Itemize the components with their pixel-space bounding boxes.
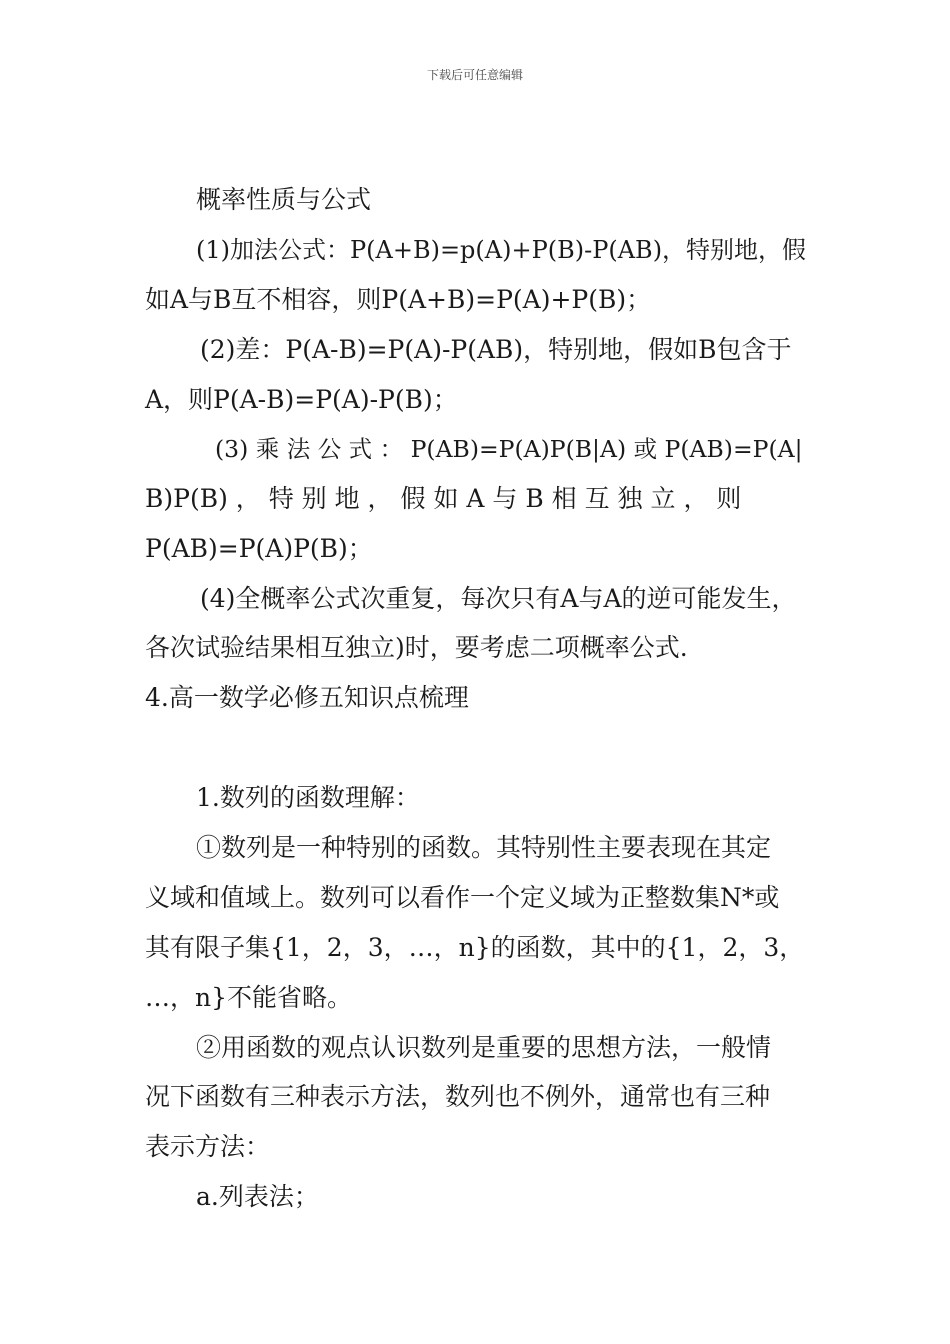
para-b-line-1: ②用函数的观点认识数列是重要的思想方法，一般情 [196,1033,772,1062]
formula-3-line-2: B)P(B) ， 特 别 地 ， 假 如 A 与 B 相 互 独 立 ， 则 [145,484,742,513]
formula-4-line-2: 各次试验结果相互独立)时，要考虑二项概率公式. [145,633,688,662]
formula-1-line-1: (1)加法公式：P(A+B)=p(A)+P(B)-P(AB)，特别地，假 [196,236,807,264]
formula-3-line-3: P(AB)=P(A)P(B)； [145,534,373,563]
para-a-line-1: ①数列是一种特别的函数。其特别性主要表现在其定 [196,833,772,862]
para-a-line-4: …，n}不能省略。 [145,983,353,1012]
formula-1-line-2: 如A与B互不相容，则P(A+B)=P(A)+P(B)； [145,285,652,314]
formula-2-line-1: (2)差：P(A-B)=P(A)-P(AB)，特别地，假如B包含于 [200,335,792,364]
para-b-line-3: 表示方法： [145,1132,271,1161]
heading-4: 4.高一数学必修五知识点梳理 [145,683,469,712]
formula-3-line-1: (3) 乘 法 公 式 ： P(AB)=P(A)P(B|A) 或 P(AB)=P(A| [215,435,803,463]
page-header: 下载后可任意编辑 [426,68,523,82]
item-1-title: 1.数列的函数理解： [196,783,420,812]
para-b-line-2: 况下函数有三种表示方法，数列也不例外，通常也有三种 [145,1082,771,1111]
formula-2-line-2: A，则P(A-B)=P(A)-P(B)； [145,385,458,414]
section-title: 概率性质与公式 [196,185,372,214]
para-a-line-3: 其有限子集{1，2，3，…，n}的函数，其中的{1，2，3， [145,933,805,962]
para-a-line-2: 义域和值域上。数列可以看作一个定义域为正整数集N*或 [145,883,780,912]
formula-4-line-1: (4)全概率公式次重复，每次只有A与A的逆可能发生， [200,584,797,613]
item-a: a.列表法； [196,1182,319,1211]
